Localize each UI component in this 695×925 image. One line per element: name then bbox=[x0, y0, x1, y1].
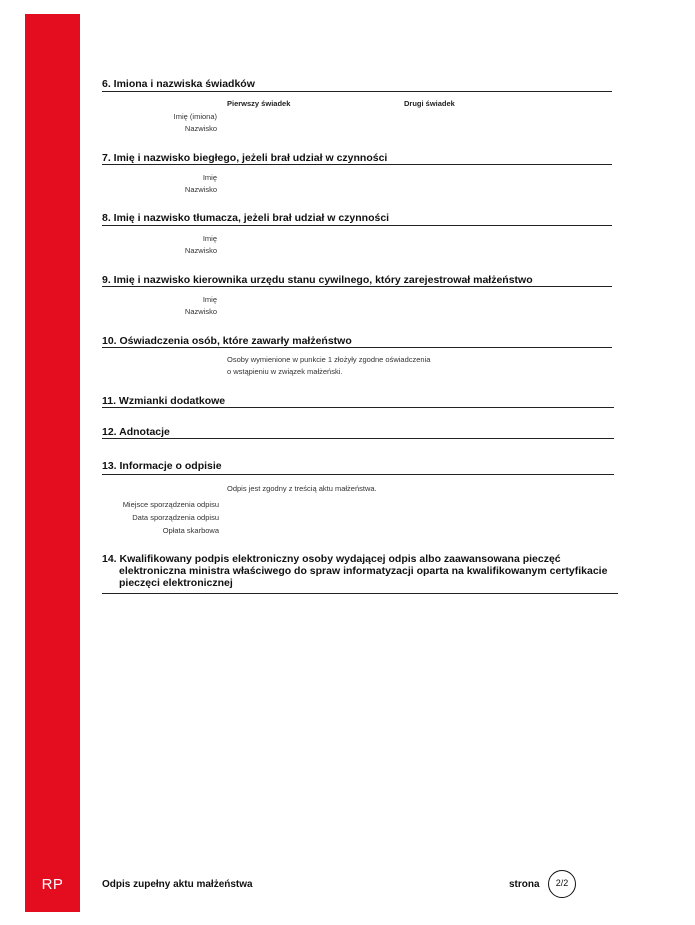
witness-first-name-label: Imię (imiona) bbox=[173, 112, 217, 121]
section-10-title: 10. Oświadczenia osób, które zawarły małżeństwo bbox=[102, 335, 352, 347]
section-12-title: 12. Adnotacje bbox=[102, 426, 170, 438]
section-6-title: 6. Imiona i nazwiska świadków bbox=[102, 78, 255, 90]
stamp-duty-label: Opłata skarbowa bbox=[162, 526, 219, 535]
translator-last-name-label: Nazwisko bbox=[184, 246, 217, 255]
footer-page-label: strona bbox=[509, 879, 540, 890]
section-8-rule bbox=[102, 225, 612, 226]
rp-logo: RP bbox=[41, 876, 64, 893]
section-9-title: 9. Imię i nazwisko kierownika urzędu stanu cywilnego, który zarejestrował małżeństwo bbox=[102, 274, 533, 286]
section-6-rule bbox=[102, 91, 612, 92]
page-number-badge: 2/2 bbox=[548, 870, 576, 898]
section-10-rule bbox=[102, 347, 612, 348]
declaration-note-line1: Osoby wymienione w punkcie 1 złożyły zgodne oświadczenia bbox=[227, 355, 431, 364]
expert-first-name-label: Imię bbox=[202, 173, 217, 182]
first-witness-header: Pierwszy świadek bbox=[227, 99, 291, 108]
section-14-rule bbox=[102, 593, 618, 594]
section-14-title bbox=[102, 553, 608, 589]
copy-date-label: Data sporządzenia odpisu bbox=[132, 513, 219, 522]
witness-last-name-label: Nazwisko bbox=[184, 124, 217, 133]
red-side-band bbox=[25, 14, 80, 912]
section-14-line1: 14. Kwalifikowany podpis elektroniczny osoby wydającej odpis albo zaawansowana pieczęć bbox=[102, 553, 561, 565]
section-13-rule bbox=[102, 474, 614, 475]
footer-document-title: Odpis zupełny aktu małżeństwa bbox=[102, 879, 253, 890]
section-11-rule bbox=[102, 407, 614, 408]
section-7-title: 7. Imię i nazwisko biegłego, jeżeli brał udział w czynności bbox=[102, 152, 388, 164]
section-11-title: 11. Wzmianki dodatkowe bbox=[102, 395, 226, 407]
second-witness-header: Drugi świadek bbox=[404, 99, 455, 108]
section-8-title: 8. Imię i nazwisko tłumacza, jeżeli brał udział w czynności bbox=[102, 212, 390, 224]
declaration-note-line2: o wstąpieniu w związek małżeński. bbox=[227, 367, 343, 376]
section-14-line2: elektroniczna ministra właściwego do spraw informatyzacji oparta na kwalifikowanym certyfikacie bbox=[119, 565, 608, 577]
section-7-rule bbox=[102, 164, 612, 165]
section-9-rule bbox=[102, 286, 612, 287]
copy-place-label: Miejsce sporządzenia odpisu bbox=[122, 500, 219, 509]
section-14-line3: pieczęci elektronicznej bbox=[119, 577, 233, 589]
section-13-title: 13. Informacje o odpisie bbox=[102, 460, 222, 472]
copy-conformity-note: Odpis jest zgodny z treścią aktu małżeństwa. bbox=[227, 484, 377, 493]
translator-first-name-label: Imię bbox=[202, 234, 217, 243]
registrar-first-name-label: Imię bbox=[202, 295, 217, 304]
expert-last-name-label: Nazwisko bbox=[184, 185, 217, 194]
registrar-last-name-label: Nazwisko bbox=[184, 307, 217, 316]
section-12-rule bbox=[102, 438, 614, 439]
